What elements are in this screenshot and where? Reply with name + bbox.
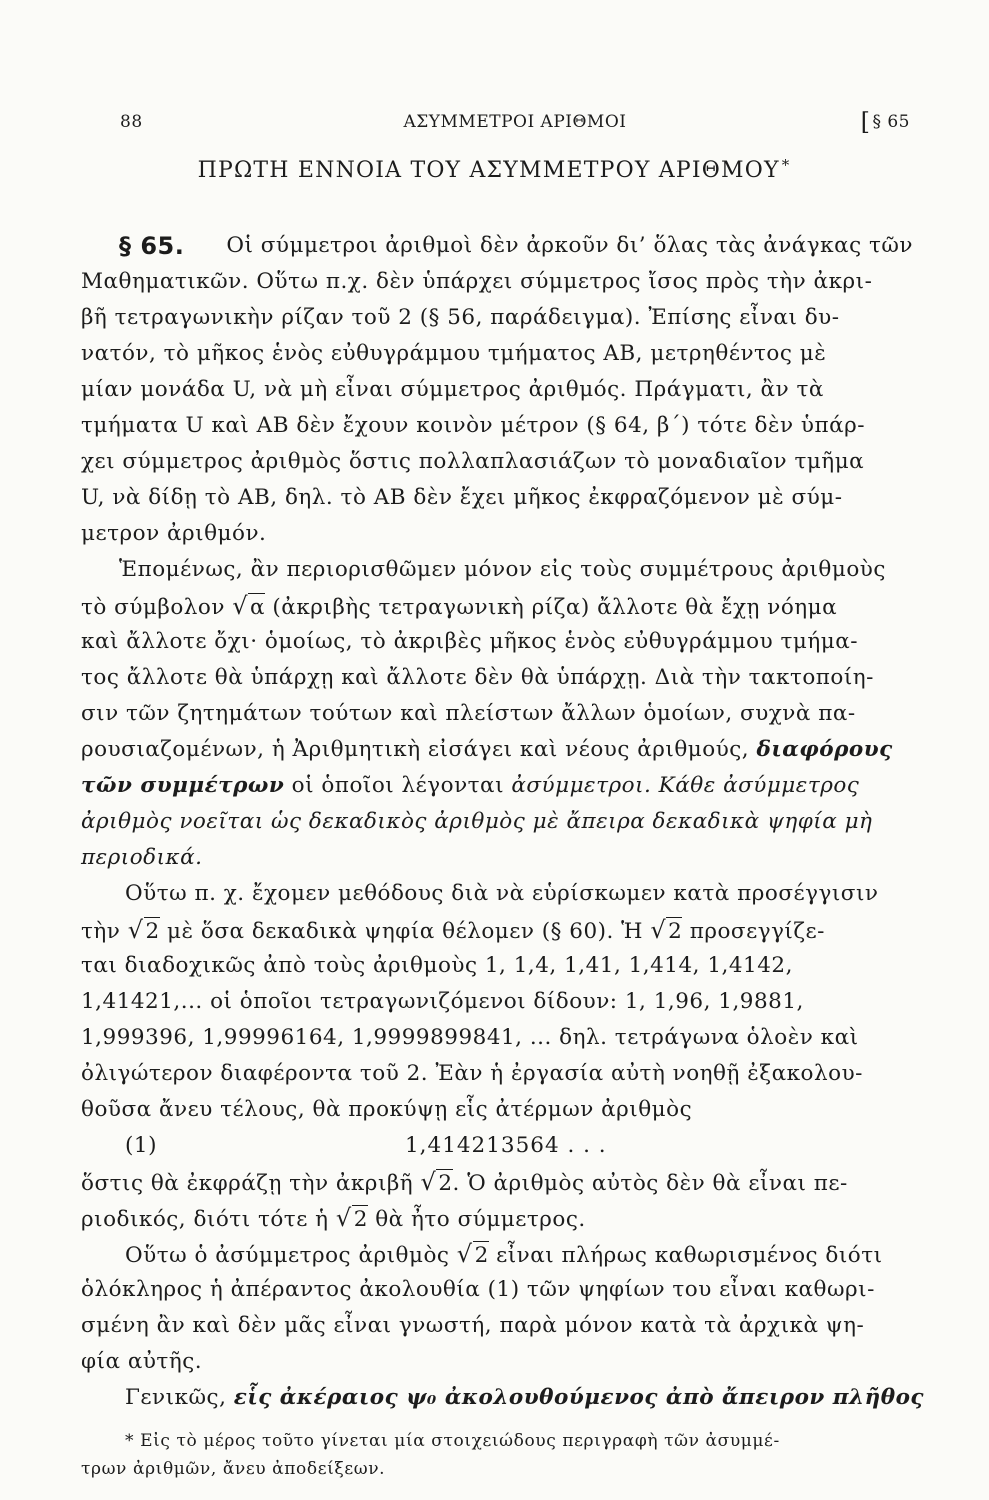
text-line [81, 696, 913, 732]
text-line [81, 804, 913, 840]
text-span: ὅστις θὰ ἐκφράζῃ τὴν ἀκριβῆ [81, 1171, 414, 1196]
square-root-radicand: 2 [438, 1171, 453, 1196]
footnote-marker: * [781, 156, 791, 174]
square-root-sign: √ [127, 916, 144, 944]
emphasis-text: διαφόρους [756, 737, 893, 762]
text-span: θὰ ἦτο σύμμετρος. [375, 1207, 586, 1232]
footnote [81, 1427, 913, 1483]
text-span: τμήματα U καὶ AB δὲν ἔχουν κοινὸν μέτρον (§ 64, β΄) τότε δὲν ὑπάρ- [81, 413, 866, 438]
text-span: ρουσιαζομένων, ἡ Ἀριθμητικὴ εἰσάγει καὶ νέους ἀριθμούς, [81, 737, 750, 762]
text-span: σιν τῶν ζητημάτων τούτων καὶ πλείστων ἄλλων ὁμοίων, συχνὰ πα- [81, 701, 856, 726]
text-line [81, 1020, 913, 1056]
emphasis-text: εἷς ἀκέραιος ψ₀ ἀκολουθούμενος ἀπὸ ἄπειρον πλῆθος [233, 1385, 925, 1410]
text-span: φία αὐτῆς. [81, 1349, 203, 1374]
text-span: Οὕτω π. χ. ἔχομεν μεθόδους διὰ νὰ εὑρίσκωμεν κατὰ προσέγγισιν [125, 881, 879, 906]
text-line [81, 948, 913, 984]
page-number: 88 [120, 112, 143, 132]
footnote-line: τρων ἀριθμῶν, ἄνευ ἀποδείξεων. [81, 1459, 386, 1479]
equation-value: 1,414213564 . . . [405, 1133, 607, 1158]
italic-text: ἀσύμμετροι. Κάθε ἀσύμμετρος [511, 773, 860, 798]
emphasis-text: τῶν συμμέτρων [81, 773, 285, 798]
text-span: βῆ τετραγωνικὴν ρίζαν τοῦ 2 (§ 56, παράδειγμα). Ἐπίσης εἶναι δυ- [81, 305, 840, 330]
body-text [81, 228, 925, 1416]
italic-text: περιοδικά. [81, 845, 203, 870]
text-line [81, 984, 913, 1020]
text-span: τὸ σύμβολον [81, 595, 225, 620]
text-span: 1,999396, 1,99996164, 1,9999899841, ... δηλ. τετράγωνα ὁλοὲν καὶ [81, 1025, 859, 1050]
text-line [81, 732, 913, 768]
equation-label: (1) [125, 1133, 157, 1158]
section-title-text: ΠΡΩΤΗ ΕΝΝΟΙΑ ΤΟΥ ΑΣΥΜΜΕΤΡΟΥ ΑΡΙΘΜΟΥ [197, 158, 780, 183]
square-root-sign: √ [232, 592, 249, 620]
square-root-sign: √ [456, 1240, 473, 1268]
text-line [81, 588, 913, 624]
text-span: μὲ ὅσα δεκαδικὰ ψηφία θέλομεν (§ 60). Ἡ [167, 919, 644, 944]
text-span: (ἀκριβὴς τετραγωνικὴ ρίζα) ἄλλοτε θὰ ἔχῃ νόημα [272, 595, 838, 620]
text-line [81, 912, 913, 948]
text-line [81, 300, 913, 336]
italic-text: ἀριθμὸς νοεῖται ὡς δεκαδικὸς ἀριθμὸς μὲ ἄπειρα δεκαδικὰ ψηφία μὴ [81, 809, 873, 834]
equation-line [81, 1128, 913, 1164]
text-span: οἱ ὁποῖοι λέγονται [291, 773, 504, 798]
text-line [81, 444, 913, 480]
square-root-radicand: 2 [474, 1243, 489, 1268]
text-span: Ἑπομένως, ἂν περιορισθῶμεν μόνον εἰς τοὺς συμμέτρους ἀριθμοὺς [119, 557, 886, 582]
text-line [81, 1308, 913, 1344]
text-line [81, 1236, 913, 1272]
square-root-sign: √ [650, 916, 667, 944]
square-root-radicand: 2 [668, 919, 683, 944]
text-span: μίαν μονάδα U, νὰ μὴ εἶναι σύμμετρος ἀριθμός. Πράγματι, ἂν τὰ [81, 377, 824, 402]
text-span: τὴν [81, 919, 121, 944]
text-span: ὀλιγώτερον διαφέροντα τοῦ 2. Ἐὰν ἡ ἐργασία αὐτὴ νοηθῇ ἐξακολου- [81, 1061, 863, 1086]
section-reference [860, 108, 910, 136]
text-span: χει σύμμετρος ἀριθμὸς ὅστις πολλαπλασιάζων τὸ μοναδιαῖον τμῆμα [81, 449, 865, 474]
text-span: Οἱ σύμμετροι ἀριθμοὶ δὲν ἀρκοῦν δι’ ὅλας τὰς ἀνάγκας τῶν [226, 233, 913, 258]
text-span: εἶναι πλήρως καθωρισμένος διότι [496, 1243, 883, 1268]
section-number: § 65. [119, 232, 185, 260]
text-line [81, 1056, 913, 1092]
text-line [81, 516, 913, 552]
text-span: Οὕτω ὁ ἀσύμμετρος ἀριθμὸς [125, 1243, 450, 1268]
text-line [81, 1164, 913, 1200]
square-root-sign: √ [335, 1204, 352, 1232]
text-span: προσεγγίζε- [689, 919, 825, 944]
text-span: 1,41421,... οἱ ὁποῖοι τετραγωνιζόμενοι δίδουν: 1, 1,96, 1,9881, [81, 989, 804, 1014]
text-line [81, 1380, 925, 1416]
text-span: ται διαδοχικῶς ἀπὸ τοὺς ἀριθμοὺς 1, 1,4, 1,41, 1,414, 1,4142, [81, 953, 793, 978]
text-span: U, νὰ δίδῃ τὸ AB, δηλ. τὸ AB δὲν ἔχει μῆκος ἐκφραζόμενον μὲ σύμ- [81, 485, 843, 510]
square-root-sign: √ [420, 1168, 437, 1196]
square-root-radicand: α [250, 595, 266, 620]
text-line [81, 336, 913, 372]
text-line [81, 408, 913, 444]
section-title [80, 156, 908, 183]
text-span: . Ὁ ἀριθμὸς αὐτὸς δὲν θὰ εἶναι πε- [452, 1171, 848, 1196]
text-line [81, 228, 913, 264]
text-line [81, 660, 913, 696]
bracket-glyph: [ [860, 108, 871, 136]
text-line [81, 840, 913, 876]
footnote-line: * Εἰς τὸ μέρος τοῦτο γίνεται μία στοιχειώδους περιγραφὴ τῶν ἀσυμμέ- [125, 1431, 780, 1451]
text-line [81, 1272, 913, 1308]
text-line [81, 480, 913, 516]
text-span: ριοδικός, διότι τότε ἡ [81, 1207, 329, 1232]
section-reference-text: § 65 [872, 112, 910, 132]
text-line [81, 372, 913, 408]
text-span: Μαθηματικῶν. Οὕτω π.χ. δὲν ὑπάρχει σύμμετρος ἴσος πρὸς τὴν ἀκρι- [81, 269, 873, 294]
text-line [81, 768, 913, 804]
text-span: τος ἄλλοτε θὰ ὑπάρχῃ καὶ ἄλλοτε δὲν θὰ ὑπάρχῃ. Διὰ τὴν τακτοποίη- [81, 665, 874, 690]
text-line [81, 624, 913, 660]
text-line [81, 552, 913, 588]
text-line [81, 1344, 913, 1380]
text-line [81, 1092, 913, 1128]
square-root-radicand: 2 [145, 919, 160, 944]
text-span: Γενικῶς, [125, 1385, 227, 1410]
running-title: ΑΣΥΜΜΕΤΡΟΙ ΑΡΙΘΜΟΙ [403, 112, 627, 132]
text-line [81, 264, 913, 300]
text-span: μετρον ἀριθμόν. [81, 521, 267, 546]
text-line [81, 1200, 913, 1236]
running-head [120, 108, 910, 138]
text-span: θοῦσα ἄνευ τέλους, θὰ προκύψῃ εἷς ἀτέρμων ἀριθμὸς [81, 1097, 693, 1122]
text-span: ὁλόκληρος ἡ ἀπέραντος ἀκολουθία (1) τῶν ψηφίων του εἶναι καθωρι- [81, 1277, 875, 1302]
text-span: σμένη ἂν καὶ δὲν μᾶς εἶναι γνωστή, παρὰ μόνον κατὰ τὰ ἀρχικὰ ψη- [81, 1313, 865, 1338]
square-root-radicand: 2 [353, 1207, 368, 1232]
text-line [81, 876, 913, 912]
text-span: νατόν, τὸ μῆκος ἑνὸς εὐθυγράμμου τμήματος AB, μετρηθέντος μὲ [81, 341, 827, 366]
text-span: καὶ ἄλλοτε ὄχι· ὁμοίως, τὸ ἀκριβὲς μῆκος ἑνὸς εὐθυγράμμου τμήμα- [81, 629, 859, 654]
